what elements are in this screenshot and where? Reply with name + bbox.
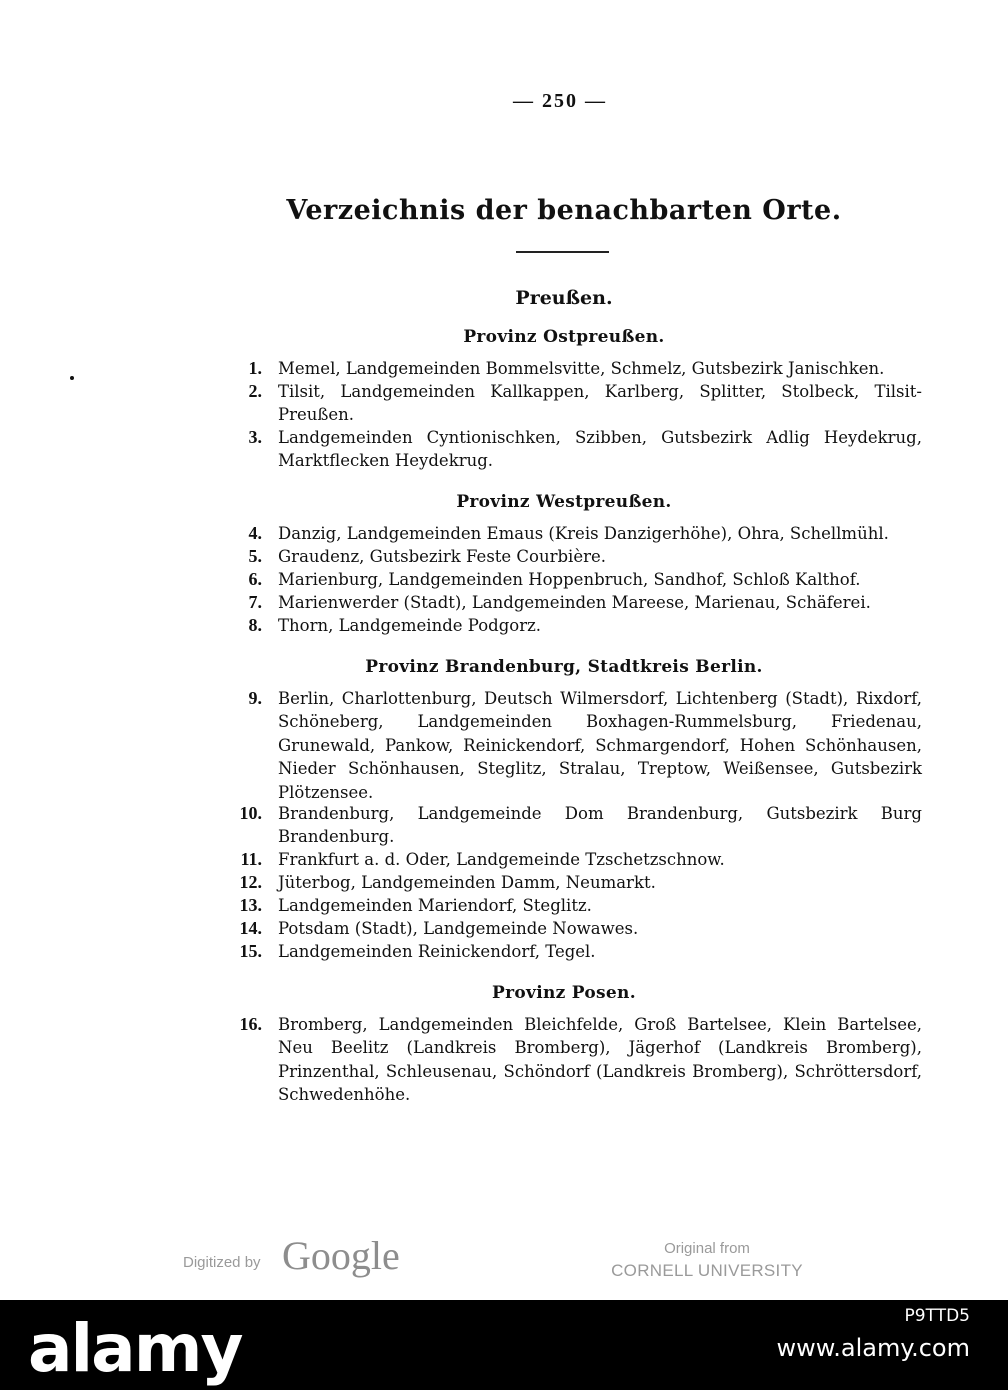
- original-source: [604, 1238, 810, 1282]
- entry-number: 1.: [248, 358, 262, 378]
- entry-text: Thorn, Landgemeinde Podgorz.: [278, 616, 542, 635]
- scan-speck: [70, 376, 74, 380]
- entry-text: Tilsit, Landgemeinden Kallkappen, Karlberg, Splitter, Stolbeck, Tilsit-Preußen.: [278, 382, 922, 425]
- entry-text: Landgemeinden Cyntionischken, Szibben, Gutsbezirk Adlig Heydekrug, Marktflecken Heydekrug.: [278, 428, 922, 471]
- entry-text: Marienburg, Landgemeinden Hoppenbruch, Sandhof, Schloß Kalthof.: [278, 570, 861, 589]
- list-item: [232, 894, 922, 917]
- list-item: [232, 940, 922, 963]
- entry-text: Potsdam (Stadt), Landgemeinde Nowawes.: [278, 919, 639, 938]
- entry-number: 2.: [248, 381, 262, 401]
- entry-number: 13.: [239, 895, 262, 915]
- entry-number: 3.: [248, 427, 262, 447]
- stock-logo: alamy: [28, 1310, 242, 1387]
- list-item: [232, 591, 922, 614]
- entry-number: 12.: [239, 872, 262, 892]
- list-item: [232, 848, 922, 871]
- province-heading: Provinz Brandenburg, Stadtkreis Berlin.: [365, 657, 763, 677]
- entry-text: Jüterbog, Landgemeinden Damm, Neumarkt.: [278, 873, 656, 892]
- province-heading: Provinz Posen.: [492, 983, 636, 1003]
- google-logo: Google: [282, 1233, 400, 1278]
- stock-image-id: P9TTD5: [904, 1306, 970, 1326]
- entry-number: 7.: [248, 592, 262, 612]
- entry-number: 5.: [248, 546, 262, 566]
- original-from-label: Original from: [664, 1240, 750, 1257]
- entry-text: Memel, Landgemeinden Bommelsvitte, Schmelz, Gutsbezirk Janischken.: [278, 359, 885, 378]
- entry-text: Marienwerder (Stadt), Landgemeinden Mareese, Marienau, Schäferei.: [278, 593, 871, 612]
- entry-text: Danzig, Landgemeinden Emaus (Kreis Danzigerhöhe), Ohra, Schellmühl.: [278, 524, 889, 543]
- section-heading: Preußen.: [515, 287, 613, 309]
- entry-text: Bromberg, Landgemeinden Bleichfelde, Groß Bartelsee, Klein Bartelsee, Neu Beelitz (Landkreis Bromberg), Jägerhof (Landkreis Bromberg), Prinzenthal, Schleusenau, Schöndorf (Landkreis Bromberg), Schröttersdorf, Schwedenhöhe.: [278, 1015, 922, 1105]
- entry-number: 14.: [239, 918, 262, 938]
- list-item: [232, 426, 922, 473]
- province-heading: Provinz Ostpreußen.: [463, 327, 665, 347]
- entry-number: 9.: [248, 688, 262, 708]
- province-heading: Provinz Westpreußen.: [456, 492, 672, 512]
- entry-text: Frankfurt a. d. Oder, Landgemeinde Tzschetzschnow.: [278, 850, 725, 869]
- list-item: [232, 522, 922, 545]
- list-item: [232, 614, 922, 637]
- list-item: [232, 545, 922, 568]
- digitized-by-label: Digitized by: [183, 1254, 261, 1271]
- entry-number: 10.: [239, 803, 262, 823]
- list-item: [232, 380, 922, 427]
- list-item: [232, 687, 922, 804]
- entry-number: 8.: [248, 615, 262, 635]
- list-item: [232, 802, 922, 849]
- title-rule: [516, 251, 609, 253]
- list-item: [232, 871, 922, 894]
- entry-number: 6.: [248, 569, 262, 589]
- entry-number: 11.: [240, 849, 262, 869]
- stock-url: www.alamy.com: [776, 1334, 970, 1362]
- page-title: Verzeichnis der benachbarten Orte.: [286, 195, 842, 226]
- entry-text: Graudenz, Gutsbezirk Feste Courbière.: [278, 547, 606, 566]
- page-number: — 250 —: [513, 90, 607, 112]
- list-item: [232, 568, 922, 591]
- entry-number: 4.: [248, 523, 262, 543]
- list-item: [232, 1013, 922, 1107]
- entry-number: 16.: [239, 1014, 262, 1034]
- entry-text: Landgemeinden Reinickendorf, Tegel.: [278, 942, 596, 961]
- entry-text: Landgemeinden Mariendorf, Steglitz.: [278, 896, 592, 915]
- university-label: CORNELL UNIVERSITY: [611, 1261, 803, 1280]
- entry-text: Brandenburg, Landgemeinde Dom Brandenburg, Gutsbezirk Burg Brandenburg.: [278, 804, 922, 847]
- list-item: [232, 357, 922, 380]
- list-item: [232, 917, 922, 940]
- entry-text: Berlin, Charlottenburg, Deutsch Wilmersdorf, Lichtenberg (Stadt), Rixdorf, Schöneberg, Landgemeinden Boxhagen-Rummelsburg, Friedenau, Grunewald, Pankow, Reinickendorf, Schmargendorf, Hohen Schönhausen, Nieder Schönhausen, Steglitz, Stralau, Treptow, Weißensee, Gutsbezirk Plötzensee.: [278, 689, 922, 802]
- entry-number: 15.: [239, 941, 262, 961]
